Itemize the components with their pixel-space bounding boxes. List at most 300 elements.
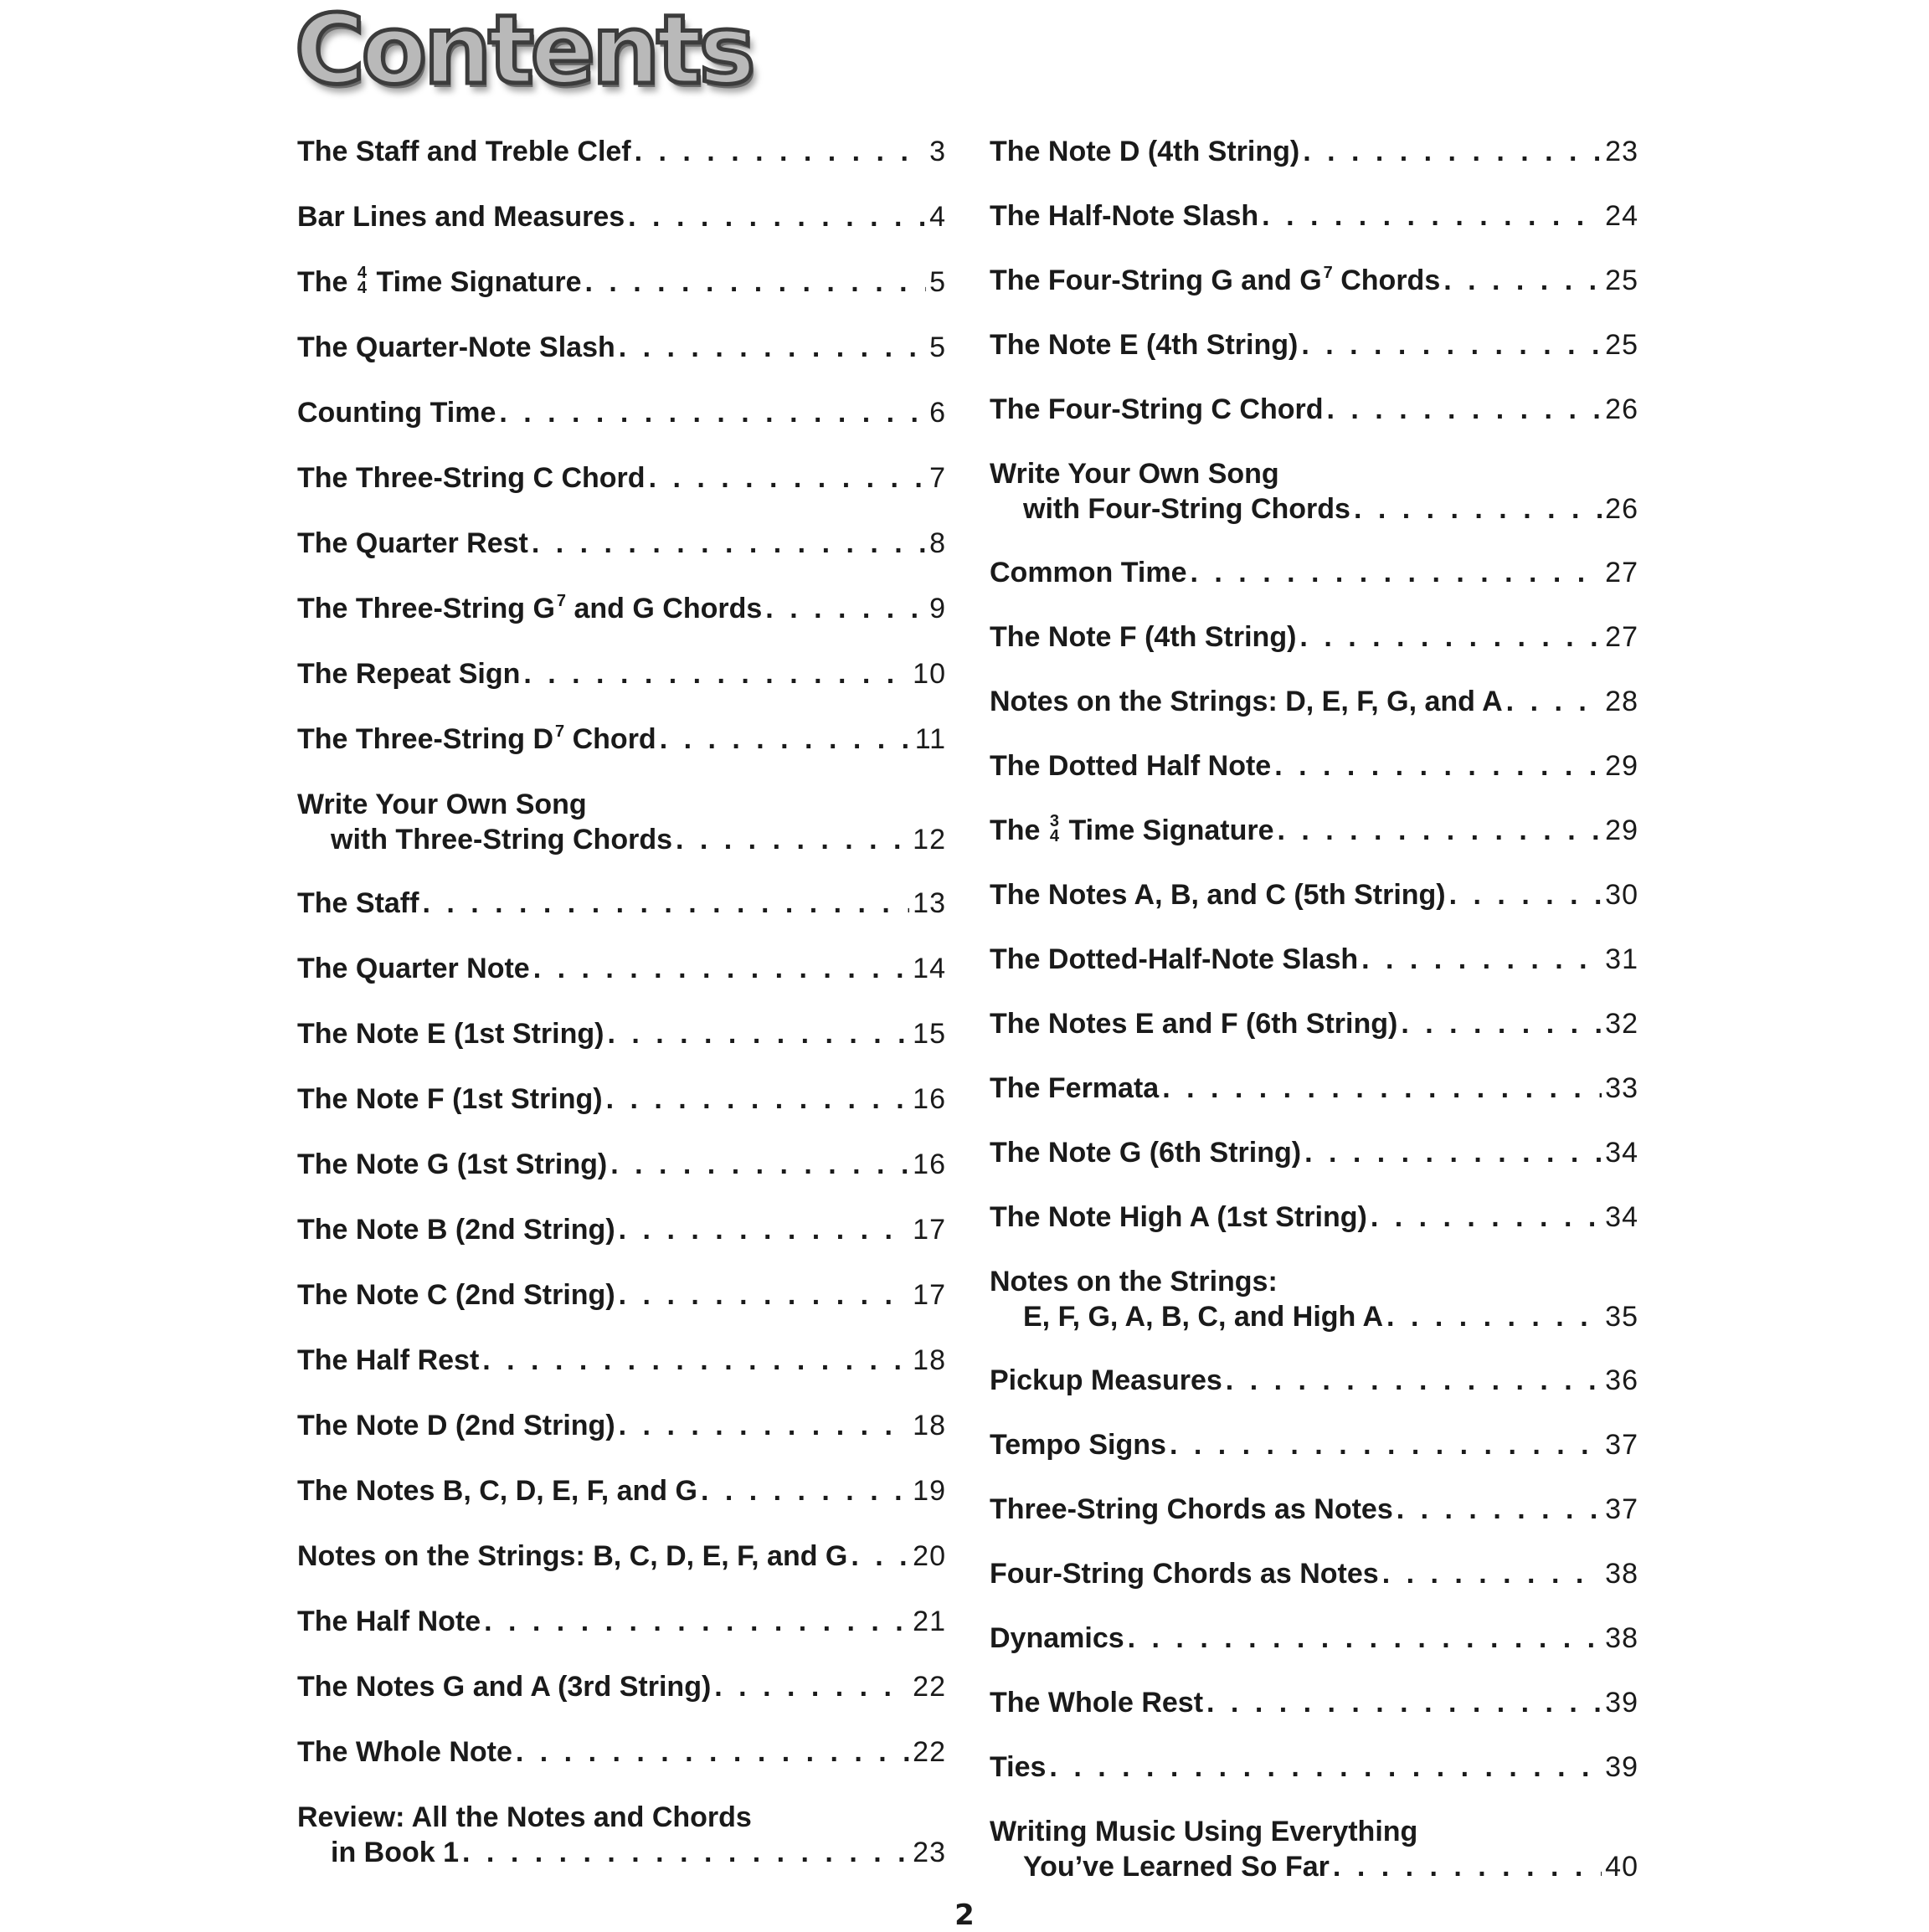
toc-page-number: 17 (913, 1214, 946, 1246)
toc-entry (297, 1734, 946, 1770)
page-number: 2 (954, 1899, 975, 1932)
toc-entry-title (297, 951, 530, 986)
toc-entry-title-text: The Half-Note Slash (990, 200, 1259, 232)
time-signature-glyph (357, 264, 368, 298)
toc-entry-title-text: The Three-String D (297, 723, 554, 755)
toc-page-number: 24 (1605, 200, 1638, 232)
toc-entry (990, 1264, 1638, 1334)
dot-leader (619, 1408, 910, 1443)
toc-entry-title (297, 1669, 711, 1704)
dot-leader (1386, 1299, 1602, 1334)
toc-page-number: 22 (913, 1671, 946, 1703)
toc-entry-title (297, 1734, 512, 1770)
toc-entry-row (297, 1408, 946, 1443)
toc-entry-title (297, 395, 496, 430)
toc-page-number: 40 (1605, 1851, 1638, 1883)
toc-entry-title (331, 822, 672, 857)
toc-entry (297, 1082, 946, 1117)
toc-entry-row (990, 1621, 1638, 1656)
toc-entry (297, 1277, 946, 1313)
toc-entry (990, 619, 1638, 655)
toc-entry-row (297, 1669, 946, 1704)
toc-entry (990, 392, 1638, 427)
dot-leader (619, 1212, 910, 1247)
toc-entry-title (297, 1212, 615, 1247)
toc-entry-title (297, 1604, 481, 1639)
toc-entry-title-text: Pickup Measures (990, 1364, 1222, 1396)
toc-entry-title (297, 526, 528, 561)
toc-entry-title-line: Writing Music Using Everything (990, 1816, 1418, 1847)
toc-entry-title-text: The (297, 266, 348, 298)
toc-entry (990, 942, 1638, 977)
toc-entry-title (1023, 491, 1350, 527)
toc-entry-row (990, 555, 1638, 590)
toc-entry-title-text: E, F, G, A, B, C, and High A (1023, 1301, 1384, 1333)
toc-entry (990, 134, 1638, 169)
toc-entry-title (297, 134, 631, 169)
dot-leader (1128, 1621, 1602, 1656)
toc-entry-title-text: The Four-String C Chord (990, 393, 1324, 425)
dot-leader (499, 395, 926, 430)
toc-entry-title-text: The Dotted Half Note (990, 750, 1272, 782)
toc-entry-title-line: Write Your Own Song (297, 789, 587, 820)
toc-entry-title (990, 1427, 1166, 1462)
toc-entry (297, 1212, 946, 1247)
toc-entry-title-rest: and G Chords (574, 593, 763, 624)
toc-entry-title-text: with Three-String Chords (331, 824, 672, 856)
toc-entry-title-text: You’ve Learned So Far (1023, 1851, 1330, 1883)
toc-entry (990, 1363, 1638, 1398)
toc-entry-title (297, 886, 419, 921)
toc-page-number: 29 (1605, 750, 1638, 782)
toc-page-number: 32 (1605, 1008, 1638, 1040)
toc-entry-row (297, 1604, 946, 1639)
dot-leader (1262, 198, 1602, 234)
dot-leader (523, 656, 909, 691)
toc-entry (297, 199, 946, 234)
toc-entry-title-text: The Note C (2nd String) (297, 1279, 615, 1311)
toc-entry (990, 1814, 1638, 1884)
chord-superscript: 7 (1323, 264, 1333, 282)
toc-page-number: 8 (929, 527, 946, 559)
toc-page-number: 11 (914, 723, 946, 755)
toc-entry (297, 951, 946, 986)
time-signature-glyph (1050, 814, 1059, 844)
toc-entry (297, 1539, 946, 1574)
toc-entry-row (297, 1277, 946, 1313)
time-signature-bottom: 4 (1049, 827, 1060, 846)
toc-entry-title-text: The Repeat Sign (297, 658, 521, 690)
dot-leader (482, 1343, 909, 1378)
toc-entry-title-text: Common Time (990, 557, 1187, 588)
toc-page-number: 38 (1605, 1558, 1638, 1590)
toc-entry-row (990, 134, 1638, 169)
toc-entry (990, 198, 1638, 234)
dot-leader (1303, 134, 1602, 169)
toc-entry (990, 263, 1638, 298)
toc-entry-title (297, 1016, 604, 1051)
toc-entry-title (297, 330, 615, 365)
toc-entry-title (990, 1006, 1397, 1041)
dot-leader (1170, 1427, 1602, 1462)
toc-entry-title (990, 1135, 1301, 1170)
toc-entry-title-text: The Fermata (990, 1072, 1160, 1104)
toc-page-number: 37 (1605, 1429, 1638, 1461)
dot-leader (1506, 684, 1602, 719)
toc-entry-row (990, 1200, 1638, 1235)
toc-entry-title (297, 656, 520, 691)
toc-page-number: 28 (1605, 686, 1638, 717)
toc-entry-title-text: Dynamics (990, 1622, 1124, 1654)
toc-entry-title-rest: Time Signature (1068, 814, 1274, 846)
toc-entry-title-text: The Notes G and A (3rd String) (297, 1671, 712, 1703)
dot-leader (462, 1835, 909, 1870)
toc-entry-title (990, 619, 1296, 655)
dot-leader (584, 265, 926, 300)
toc-entry-title-text: The Note F (4th String) (990, 621, 1297, 653)
dot-leader (851, 1539, 909, 1574)
toc-entry-title-text: The Half Rest (297, 1344, 480, 1376)
toc-entry-row (990, 1363, 1638, 1398)
toc-entry-row (990, 942, 1638, 977)
toc-entry-row (990, 1556, 1638, 1591)
dot-leader (532, 526, 926, 561)
toc-page-number: 18 (913, 1410, 946, 1441)
toc-page-number: 5 (929, 331, 946, 363)
toc-entry-title-text: The Three-String C Chord (297, 462, 646, 494)
toc-page-number: 15 (913, 1018, 946, 1050)
toc-page-number: 13 (913, 887, 946, 919)
dot-leader (1401, 1006, 1602, 1041)
dot-leader (607, 1016, 909, 1051)
toc-entry (297, 722, 946, 757)
toc-entry-row (990, 1299, 1638, 1334)
time-signature-top: 3 (1049, 812, 1060, 831)
toc-entry-row (990, 1750, 1638, 1785)
toc-entry-title (990, 1750, 1046, 1785)
toc-entry-row (297, 134, 946, 169)
toc-entry-title-text: The Note D (2nd String) (297, 1410, 615, 1441)
toc-page-number: 25 (1605, 265, 1638, 296)
toc-page-number: 20 (913, 1540, 946, 1572)
toc-entry-title (297, 722, 656, 761)
toc-page-number: 37 (1605, 1493, 1638, 1525)
toc-entry-title-text: The Note F (1st String) (297, 1083, 603, 1115)
dot-leader (1299, 619, 1602, 655)
dot-leader (1361, 942, 1602, 977)
toc-entry-title (990, 1556, 1379, 1591)
toc-entry (297, 656, 946, 691)
toc-page-number: 39 (1605, 1687, 1638, 1719)
toc-entry-title-text: The Quarter-Note Slash (297, 331, 615, 363)
toc-entry-row (297, 886, 946, 921)
dot-leader (1049, 1750, 1602, 1785)
dot-leader (676, 822, 909, 857)
time-signature-bottom: 4 (357, 279, 368, 298)
toc-entry-row (297, 330, 946, 365)
toc-entry-title-text: with Four-String Chords (1023, 493, 1350, 525)
toc-page-number: 23 (1605, 136, 1638, 167)
toc-entry (297, 330, 946, 365)
toc-page-number: 35 (1605, 1301, 1638, 1333)
toc-entry (990, 1685, 1638, 1720)
toc-entry-row (990, 263, 1638, 298)
dot-leader (610, 1147, 909, 1182)
toc-entry-title (297, 1473, 697, 1508)
toc-page-number: 10 (913, 658, 946, 690)
toc-entry (297, 526, 946, 561)
dot-leader (619, 1277, 910, 1313)
toc-entry (990, 1750, 1638, 1785)
toc-entry-row (297, 265, 946, 300)
toc-entry-row (990, 1685, 1638, 1720)
toc-entry-title-text: The Note B (2nd String) (297, 1214, 615, 1246)
dot-leader (1382, 1556, 1602, 1591)
toc-page-number: 16 (913, 1083, 946, 1115)
toc-page-number: 22 (913, 1736, 946, 1768)
toc-entry (297, 1408, 946, 1443)
page-title: Contents (295, 0, 753, 105)
toc-entry-row (297, 822, 946, 857)
toc-page-number: 12 (913, 824, 946, 856)
toc-page-number: 27 (1605, 621, 1638, 653)
dot-leader (628, 199, 926, 234)
dot-leader (1354, 491, 1602, 527)
toc-entry-title (1023, 1849, 1330, 1884)
toc-entry-row (297, 1539, 946, 1574)
toc-entry-title (990, 1363, 1222, 1398)
toc-entry-title-text: The Note E (4th String) (990, 329, 1299, 361)
toc-entry-title (990, 263, 1440, 302)
toc-entry-title-text: Bar Lines and Measures (297, 201, 625, 233)
dot-leader (1397, 1492, 1602, 1527)
toc-entry-title (297, 1082, 603, 1117)
dot-leader (606, 1082, 910, 1117)
toc-entry-title (297, 1408, 615, 1443)
toc-entry-title (990, 1621, 1124, 1656)
toc-entry-title-text: The Whole Rest (990, 1687, 1204, 1719)
dot-leader (649, 460, 927, 496)
toc-entry-row (990, 684, 1638, 719)
toc-entry-title (990, 134, 1299, 169)
toc-entry (297, 1473, 946, 1508)
toc-entry-title-text: The Four-String G and G (990, 265, 1322, 296)
toc-entry (297, 460, 946, 496)
toc-page-number: 3 (929, 136, 946, 167)
toc-entry-title-text: The Quarter Rest (297, 527, 528, 559)
toc-entry-row (297, 1147, 946, 1182)
toc-entry-title-text: The Note D (4th String) (990, 136, 1300, 167)
toc-entry-row (297, 1734, 946, 1770)
toc-page-number: 31 (1605, 943, 1638, 975)
dot-leader (619, 330, 926, 365)
toc-entry (990, 1556, 1638, 1591)
toc-entry-title (990, 1200, 1367, 1235)
toc-entry-row (297, 460, 946, 496)
dot-leader (1301, 327, 1602, 362)
toc-entry-title (990, 392, 1324, 427)
toc-entry-title (297, 591, 762, 630)
toc-entry-title (297, 460, 646, 496)
toc-entry-title-text: in Book 1 (331, 1837, 460, 1868)
dot-leader (660, 722, 912, 757)
toc-entry-title-line: Review: All the Notes and Chords (297, 1801, 752, 1833)
toc-entry-title-rest: Chord (572, 723, 656, 755)
toc-entry-row (297, 656, 946, 691)
toc-entry (297, 1016, 946, 1051)
dot-leader (1191, 555, 1602, 590)
toc-entry-title-text: Notes on the Strings: D, E, F, G, and A (990, 686, 1503, 717)
toc-entry (297, 1147, 946, 1182)
dot-leader (484, 1604, 909, 1639)
toc-page-number: 21 (913, 1606, 946, 1637)
toc-page-number: 26 (1605, 393, 1638, 425)
dot-leader (1277, 813, 1602, 848)
toc-entry (990, 456, 1638, 527)
toc-entry-title (990, 942, 1358, 977)
toc-entry-row (297, 395, 946, 430)
toc-entry-row (990, 619, 1638, 655)
toc-entry-title (990, 748, 1271, 784)
toc-entry-row (297, 1473, 946, 1508)
dot-leader (516, 1734, 909, 1770)
toc-entry (990, 813, 1638, 848)
toc-entry-title-text: The Dotted-Half-Note Slash (990, 943, 1359, 975)
toc-entry (990, 1200, 1638, 1235)
toc-entry-row (990, 198, 1638, 234)
toc-page-number: 33 (1605, 1072, 1638, 1104)
toc-page-number: 7 (929, 462, 946, 494)
toc-page-number: 29 (1605, 814, 1638, 846)
toc-entry (297, 1669, 946, 1704)
toc-entry-row (990, 1849, 1638, 1884)
toc-entry-title (297, 199, 625, 234)
toc-entry-title-line: Notes on the Strings: (990, 1266, 1278, 1297)
toc-page-number: 34 (1605, 1201, 1638, 1233)
toc-entry-title-text: Notes on the Strings: B, C, D, E, F, and G (297, 1540, 848, 1572)
toc-entry-title (297, 265, 581, 300)
toc-entry-title-line: Write Your Own Song (990, 458, 1279, 490)
toc-entry-title (297, 1147, 607, 1182)
toc-entry-title-text: Three-String Chords as Notes (990, 1493, 1393, 1525)
toc-page-number: 25 (1605, 329, 1638, 361)
dot-leader (1274, 748, 1602, 784)
toc-page-number: 14 (913, 953, 946, 984)
toc-entry-row (297, 722, 946, 757)
toc-entry-title-text: The Note E (1st String) (297, 1018, 604, 1050)
toc-entry-row (297, 199, 946, 234)
toc-entry-title-text: The Notes B, C, D, E, F, and G (297, 1475, 697, 1507)
toc-entry-row (297, 1016, 946, 1051)
toc-entry (990, 327, 1638, 362)
toc-entry-row (990, 1135, 1638, 1170)
toc-entry (990, 1071, 1638, 1106)
toc-entry (990, 748, 1638, 784)
toc-entry-title (1023, 1299, 1383, 1334)
toc-page-number: 30 (1605, 879, 1638, 911)
dot-leader (1327, 392, 1602, 427)
toc-entry-title-text: The Three-String G (297, 593, 555, 624)
dot-leader (1226, 1363, 1602, 1398)
toc-entry-title (990, 198, 1258, 234)
toc-entry-row (297, 1343, 946, 1378)
toc-entry-row (990, 491, 1638, 527)
toc-entry (990, 1135, 1638, 1170)
toc-entry (297, 1800, 946, 1870)
toc-page-number: 4 (929, 201, 946, 233)
toc-entry-row (297, 1082, 946, 1117)
dot-leader (1206, 1685, 1602, 1720)
toc-entry-title-rest: Chords (1340, 265, 1441, 296)
toc-page-number: 18 (913, 1344, 946, 1376)
dot-leader (714, 1669, 909, 1704)
toc-entry-row (990, 877, 1638, 912)
toc-entry (990, 1427, 1638, 1462)
toc-entry-title-text: Counting Time (297, 397, 496, 429)
toc-entry-title-rest: Time Signature (376, 266, 582, 298)
dot-leader (1371, 1200, 1602, 1235)
toc-entry-title (331, 1835, 459, 1870)
dot-leader (1449, 877, 1602, 912)
toc-entry-title (990, 684, 1503, 719)
toc-entry-row (990, 748, 1638, 784)
toc-page-number: 38 (1605, 1622, 1638, 1654)
toc-entry (297, 1604, 946, 1639)
toc-entry-title-text: The Quarter Note (297, 953, 530, 984)
toc-page-number: 34 (1605, 1137, 1638, 1169)
toc-entry-row (297, 526, 946, 561)
toc-entry (297, 787, 946, 857)
toc-entry (297, 886, 946, 921)
toc-entry-title-text: The Staff and Treble Clef (297, 136, 631, 167)
toc-entry (297, 1343, 946, 1378)
toc-entry-title (990, 877, 1446, 912)
time-signature-top: 4 (357, 264, 368, 283)
toc-entry (990, 555, 1638, 590)
toc-entry-row (297, 1212, 946, 1247)
toc-page-number: 23 (913, 1837, 946, 1868)
toc-entry-title-text: Tempo Signs (990, 1429, 1166, 1461)
toc-page-number: 26 (1605, 493, 1638, 525)
dot-leader (765, 591, 926, 626)
toc-entry-row (990, 1492, 1638, 1527)
toc-page-number: 6 (929, 397, 946, 429)
toc-entry (297, 265, 946, 300)
toc-entry-title (990, 1071, 1159, 1106)
toc-entry-title (297, 1539, 847, 1574)
toc-entry-row (990, 813, 1638, 848)
toc-entry-row (990, 327, 1638, 362)
toc-entry-title-text: The (990, 814, 1041, 846)
dot-leader (1443, 263, 1602, 298)
toc-entry (297, 134, 946, 169)
dot-leader (635, 134, 926, 169)
toc-entry-title (990, 1685, 1203, 1720)
toc-entry-title-text: The Note High A (1st String) (990, 1201, 1367, 1233)
toc-entry (990, 1006, 1638, 1041)
toc-entry-title (990, 1492, 1393, 1527)
toc-entry-title (297, 1277, 615, 1313)
toc-entry (990, 684, 1638, 719)
toc-entry-title-text: Four-String Chords as Notes (990, 1558, 1379, 1590)
toc-entry (990, 1492, 1638, 1527)
toc-entry-title-text: The Notes A, B, and C (5th String) (990, 879, 1446, 911)
toc-page-number: 17 (913, 1279, 946, 1311)
toc-entry-row (990, 1071, 1638, 1106)
toc-entry-row (990, 1427, 1638, 1462)
toc-entry-row (297, 951, 946, 986)
toc-entry-row (990, 392, 1638, 427)
